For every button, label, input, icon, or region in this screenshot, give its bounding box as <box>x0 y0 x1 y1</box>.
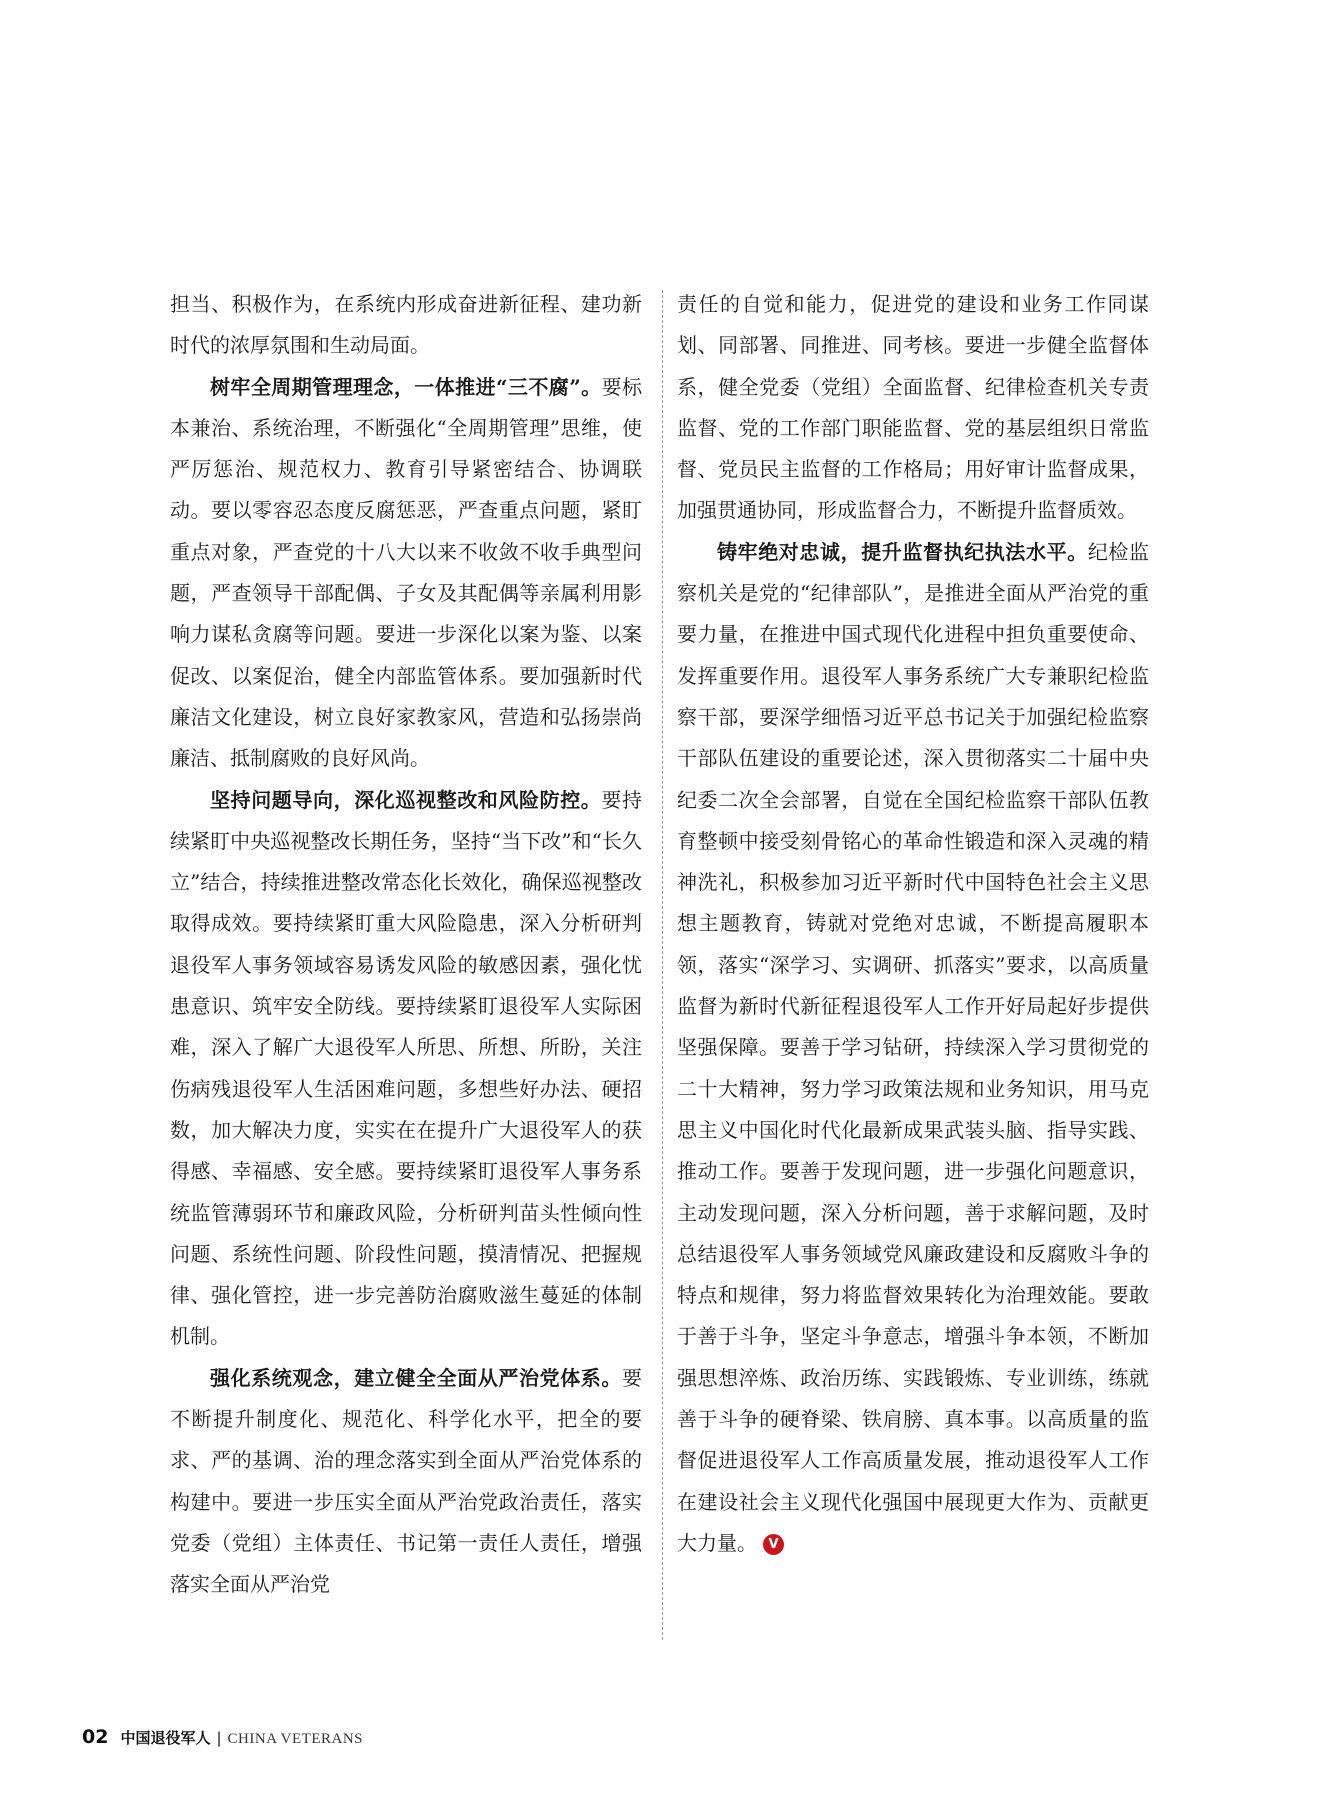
paragraph-systems-thinking <box>170 1358 642 1606</box>
left-column <box>170 284 642 1606</box>
paragraph-body: 纪检监察机关是党的“纪律部队”，是推进全面从严治党的重要力量，在推进中国式现代化进程中担负重要使命、发挥重要作用。退役军人事务系统广大专兼职纪检监察干部，要深学细悟习近平总书记关于加强纪检监察干部队伍建设的重要论述，深入贯彻落实二十届中央纪委二次全会部署，自觉在全国纪检监察干部队伍教育整顿中接受刻骨铭心的革命性锻造和深入灵魂的精神洗礼，积极参加习近平新时代中国特色社会主义思想主题教育，铸就对党绝对忠诚，不断提高履职本领，落实“深学习、实调研、抓落实”要求，以高质量监督为新时代新征程退役军人工作开好局起好步提供坚强保障。要善于学习钻研，持续深入学习贯彻党的二十大精神，努力学习政策法规和业务知识，用马克思主义中国化时代化最新成果武装头脑、指导实践、推动工作。要善于发现问题，进一步强化问题意识，主动发现问题，深入分析问题，善于求解问题，及时总结退役军人事务领域党风廉政建设和反腐败斗争的特点和规律，努力将监督效果转化为治理效能。要敢于善于斗争，坚定斗争意志，增强斗争本领，不断加强思想淬炼、政治历练、实践锻炼、专业训练，练就善于斗争的硬脊梁、铁肩膀、真本事。以高质量的监督促进退役军人工作高质量发展，推动退役军人工作在建设社会主义现代化强国中展现更大作为、贡献更大力量。 <box>677 539 1150 1555</box>
section-heading: 强化系统观念，建立健全全面从严治党体系。 <box>210 1365 622 1390</box>
end-mark-icon: V <box>763 1534 784 1555</box>
page-number: 02 <box>82 1726 109 1748</box>
section-heading: 坚持问题导向，深化巡视整改和风险防控。 <box>210 787 602 812</box>
magazine-title-cn: 中国退役军人 <box>120 1729 211 1747</box>
page-footer <box>82 1726 363 1750</box>
footer-separator: | <box>216 1729 222 1747</box>
magazine-title-en: CHINA VETERANS <box>227 1731 364 1747</box>
paragraph-problem-oriented <box>170 780 642 1358</box>
paragraph-continuation: 责任的自觉和能力，促进党的建设和业务工作同谋划、同部署、同推进、同考核。要进一步健全监督体系，健全党委（党组）全面监督、纪律检查机关专责监督、党的工作部门职能监督、党的基层组织日常监督、党员民主监督的工作格局；用好审计监督成果，加强贯通协同，形成监督合力，不断提升监督质效。 <box>677 292 1149 523</box>
paragraph-body: 要标本兼治、系统治理，不断强化“全周期管理”思维，使严厉惩治、规范权力、教育引导紧密结合、协调联动。要以零容忍态度反腐惩恶，严查重点问题，紧盯重点对象，严查党的十八大以来不收敛不收手典型问题，严查领导干部配偶、子女及其配偶等亲属利用影响力谋私贪腐等问题。要进一步深化以案为鉴、以案促改、以案促治，健全内部监管体系。要加强新时代廉洁文化建设，树立良好家教家风，营造和弘扬崇尚廉洁、抵制腐败的良好风尚。 <box>170 374 643 771</box>
column-divider <box>662 290 663 1640</box>
paragraph-continuation: 担当、积极作为，在系统内形成奋进新征程、建功新时代的浓厚氛围和生动局面。 <box>170 292 642 358</box>
right-column <box>677 284 1149 1564</box>
section-heading: 铸牢绝对忠诚，提升监督执纪执法水平。 <box>717 539 1088 564</box>
paragraph-body: 要持续紧盯中央巡视整改长期任务，坚持“当下改”和“长久立”结合，持续推进整改常态化长效化，确保巡视整改取得成效。要持续紧盯重大风险隐患，深入分析研判退役军人事务领域容易诱发风险的敏感因素，强化忧患意识、筑牢安全防线。要持续紧盯退役军人实际困难，深入了解广大退役军人所思、所想、所盼，关注伤病残退役军人生活困难问题，多想些好办法、硬招数，加大解决力度，实实在在提升广大退役军人的获得感、幸福感、安全感。要持续紧盯退役军人事务系统监管薄弱环节和廉政风险，分析研判苗头性倾向性问题、系统性问题、阶段性问题，摸清情况、把握规律、强化管控，进一步完善防治腐败滋生蔓延的体制机制。 <box>170 787 643 1349</box>
paragraph-absolute-loyalty <box>677 532 1149 1564</box>
paragraph-body: 要不断提升制度化、规范化、科学化水平，把全的要求、严的基调、治的理念落实到全面从严治党体系的构建中。要进一步压实全面从严治党政治责任，落实党委（党组）主体责任、书记第一责任人责任，增强落实全面从严治党 <box>170 1365 642 1597</box>
section-heading: 树牢全周期管理理念，一体推进“三不腐”。 <box>210 374 602 399</box>
paragraph-full-cycle-management <box>170 367 642 780</box>
